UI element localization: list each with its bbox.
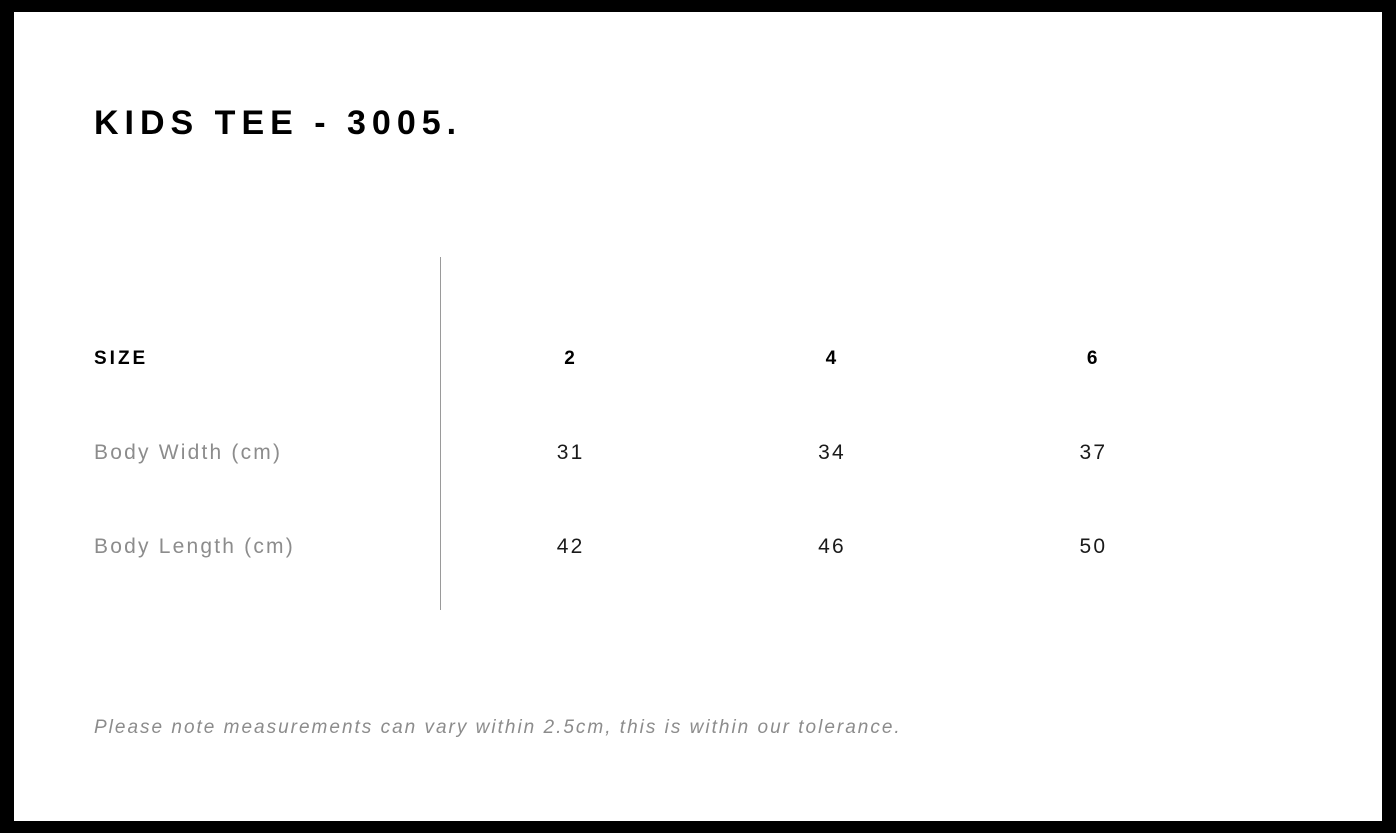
body-length-size-6: 50	[1079, 535, 1108, 558]
header-size-6: 6	[1086, 348, 1100, 369]
table-header-row	[94, 312, 1224, 406]
header-size-2: 2	[564, 348, 578, 369]
page-title: KIDS TEE - 3005.	[94, 104, 463, 142]
body-width-size-4: 34	[818, 441, 846, 464]
body-length-size-2: 42	[556, 535, 585, 558]
body-length-size-4: 46	[818, 535, 846, 558]
size-chart-page	[14, 12, 1382, 821]
table-row	[94, 406, 1224, 500]
tolerance-note: Please note measurements can vary within 2.5cm, this is within our tolerance.	[94, 717, 902, 738]
table-row	[94, 500, 1224, 594]
header-size-4: 4	[825, 348, 839, 369]
row-label-body-length: Body Length (cm)	[94, 535, 295, 558]
body-width-size-2: 31	[556, 441, 585, 464]
row-label-body-width: Body Width (cm)	[94, 441, 283, 464]
size-chart-table	[94, 312, 1224, 594]
header-size-label: SIZE	[94, 348, 149, 369]
body-width-size-6: 37	[1079, 441, 1108, 464]
